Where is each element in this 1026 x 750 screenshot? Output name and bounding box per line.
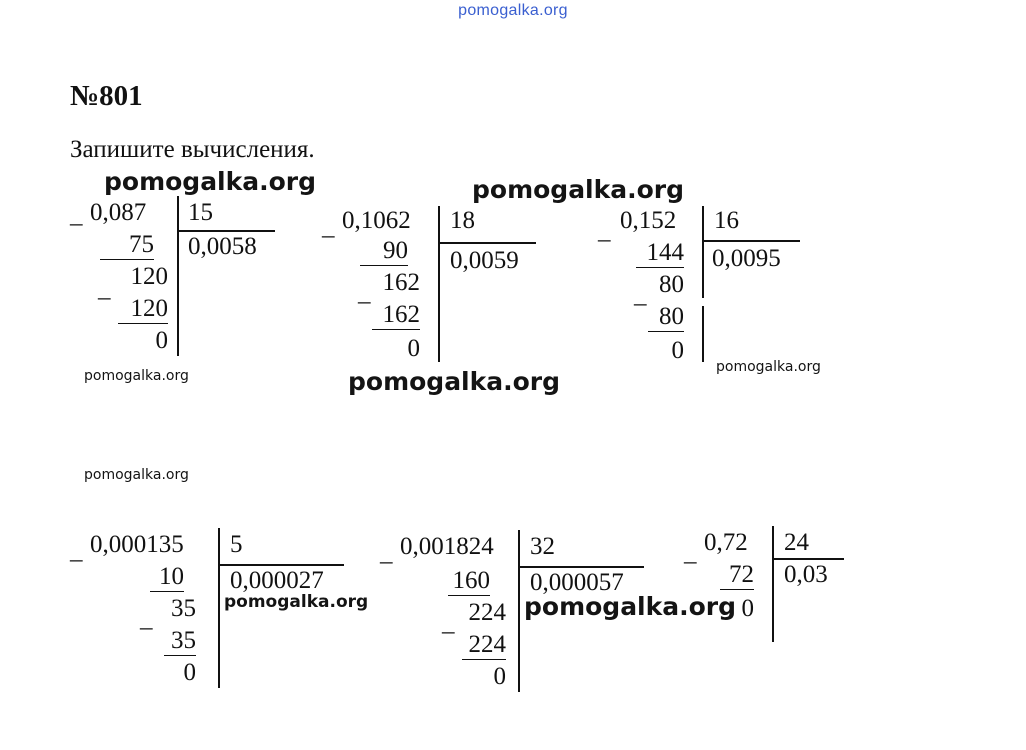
final-remainder: 0 <box>493 663 506 690</box>
dividend: 0,087 <box>90 199 147 226</box>
watermark-small[interactable]: pomogalka.org <box>84 368 189 384</box>
dividend: 0,001824 <box>400 533 494 560</box>
division-horizontal-line <box>177 230 275 232</box>
division-vertical-line <box>518 530 520 692</box>
watermark-medium[interactable]: pomogalka.org <box>224 592 369 612</box>
divisor: 18 <box>450 207 475 234</box>
division-horizontal-line <box>772 558 844 560</box>
exercise-instruction: Запишите вычисления. <box>70 136 315 163</box>
minus-sign: _ <box>684 539 697 566</box>
division-vertical-line <box>702 206 704 298</box>
final-remainder: 0 <box>407 335 420 362</box>
quotient: 0,0095 <box>712 245 781 272</box>
dividend: 0,152 <box>620 207 677 234</box>
exercise-number: №801 <box>70 80 143 112</box>
watermark-header[interactable]: pomogalka.org <box>458 2 568 19</box>
subtrahend-2: 224 <box>462 632 506 660</box>
division-vertical-line <box>218 528 220 688</box>
dividend: 0,000135 <box>90 531 184 558</box>
remainder-1: 224 <box>468 599 506 626</box>
remainder-1: 80 <box>659 271 684 298</box>
final-remainder: 0 <box>155 327 168 354</box>
remainder-1: 120 <box>130 263 168 290</box>
watermark-large[interactable]: pomogalka.org <box>104 167 317 196</box>
subtrahend-1: 160 <box>448 568 490 596</box>
watermark-small[interactable]: pomogalka.org <box>84 467 189 483</box>
divisor: 5 <box>230 531 243 558</box>
subtrahend-2: 35 <box>164 628 196 656</box>
minus-sign: _ <box>634 281 647 308</box>
minus-sign: _ <box>442 609 455 636</box>
division-horizontal-line <box>702 240 800 242</box>
subtrahend-1: 72 <box>720 562 754 590</box>
remainder-1: 162 <box>382 269 420 296</box>
division-horizontal-line <box>218 564 344 566</box>
division-horizontal-line <box>518 566 644 568</box>
subtrahend-2: 162 <box>372 302 420 330</box>
dividend: 0,72 <box>704 529 748 556</box>
division-vertical-line <box>177 196 179 356</box>
quotient: 0,000027 <box>230 567 324 594</box>
final-remainder: 0 <box>741 595 754 622</box>
final-remainder: 0 <box>183 659 196 686</box>
subtrahend-1: 90 <box>360 238 408 266</box>
watermark-small[interactable]: pomogalka.org <box>716 359 821 375</box>
watermark-large[interactable]: pomogalka.org <box>472 175 685 204</box>
divisor: 32 <box>530 533 555 560</box>
quotient: 0,03 <box>784 561 828 588</box>
quotient: 0,0058 <box>188 233 257 260</box>
subtrahend-2: 80 <box>648 304 684 332</box>
quotient: 0,000057 <box>530 569 624 596</box>
minus-sign: _ <box>358 279 371 306</box>
division-vertical-line-lower <box>702 306 704 362</box>
final-remainder: 0 <box>671 337 684 364</box>
division-vertical-line <box>772 526 774 642</box>
dividend: 0,1062 <box>342 207 411 234</box>
minus-sign: _ <box>140 605 153 632</box>
minus-sign: _ <box>598 217 611 244</box>
watermark-large[interactable]: pomogalka.org <box>348 367 561 396</box>
minus-sign: _ <box>98 275 111 302</box>
subtrahend-2: 120 <box>118 296 168 324</box>
minus-sign: _ <box>322 213 335 240</box>
subtrahend-1: 75 <box>100 232 154 260</box>
division-horizontal-line <box>438 242 536 244</box>
divisor: 15 <box>188 199 213 226</box>
division-vertical-line <box>438 206 440 362</box>
subtrahend-1: 144 <box>636 240 684 268</box>
divisor: 16 <box>714 207 739 234</box>
remainder-1: 35 <box>171 595 196 622</box>
minus-sign: _ <box>70 537 83 564</box>
minus-sign: _ <box>70 201 83 228</box>
minus-sign: _ <box>380 539 393 566</box>
quotient: 0,0059 <box>450 247 519 274</box>
subtrahend-1: 10 <box>150 564 184 592</box>
watermark-large[interactable]: pomogalka.org <box>524 592 737 621</box>
divisor: 24 <box>784 529 809 556</box>
